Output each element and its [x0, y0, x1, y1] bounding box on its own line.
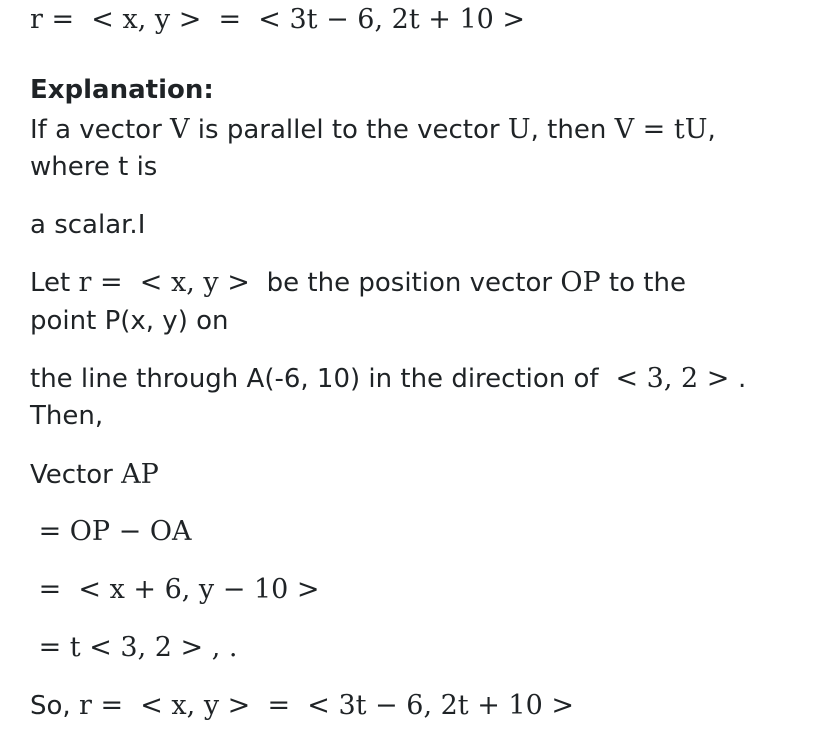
paragraph-direction-line2: Then,	[30, 401, 104, 431]
vector-v-symbol: V	[170, 114, 190, 145]
vector-u-symbol: U	[507, 114, 531, 145]
para1-text-b: is parallel to the vector	[189, 115, 508, 145]
paragraph-direction	[30, 361, 746, 397]
final-answer	[30, 688, 574, 724]
para1-text-c: , then	[530, 115, 615, 145]
para3-text-c: to the	[600, 268, 686, 298]
paragraph-parallel-vector	[30, 112, 716, 148]
step-t-times-direction: = t < 3, 2 > , .	[30, 632, 238, 663]
explanation-heading: Explanation:	[30, 75, 214, 105]
direction-vector: < 3, 2 >	[606, 363, 738, 394]
step-op-minus-oa: = OP − OA	[30, 516, 192, 547]
final-equation: r = < x, y > = < 3t − 6, 2t + 10 >	[78, 690, 574, 721]
vector-label-text: Vector	[30, 460, 122, 490]
final-text: So,	[30, 691, 79, 721]
paragraph-parallel-vector-line2: where t is	[30, 152, 158, 182]
para3-text-b: be the position vector	[258, 268, 561, 298]
paragraph-position-vector-line2: point P(x, y) on	[30, 306, 229, 336]
paragraph-position-vector	[30, 265, 686, 301]
v-equals-tu: V = tU	[614, 114, 708, 145]
ap-symbol: AP	[121, 459, 159, 490]
vector-ap-label	[30, 457, 159, 493]
para4-text-a: the line through A(-6, 10) in the direction of	[30, 364, 607, 394]
para3-text-a: Let	[30, 268, 79, 298]
r-equals-xy: r = < x, y >	[78, 267, 259, 298]
para1-text-d: ,	[707, 115, 716, 145]
para1-text-a: If a vector	[30, 115, 171, 145]
para4-text-b: .	[737, 364, 747, 394]
step-component-form: = < x + 6, y − 10 >	[30, 574, 320, 605]
top-equation: r = < x, y > = < 3t − 6, 2t + 10 >	[30, 4, 526, 35]
op-symbol: OP	[560, 267, 601, 298]
paragraph-scalar: a scalar.I	[30, 210, 146, 240]
